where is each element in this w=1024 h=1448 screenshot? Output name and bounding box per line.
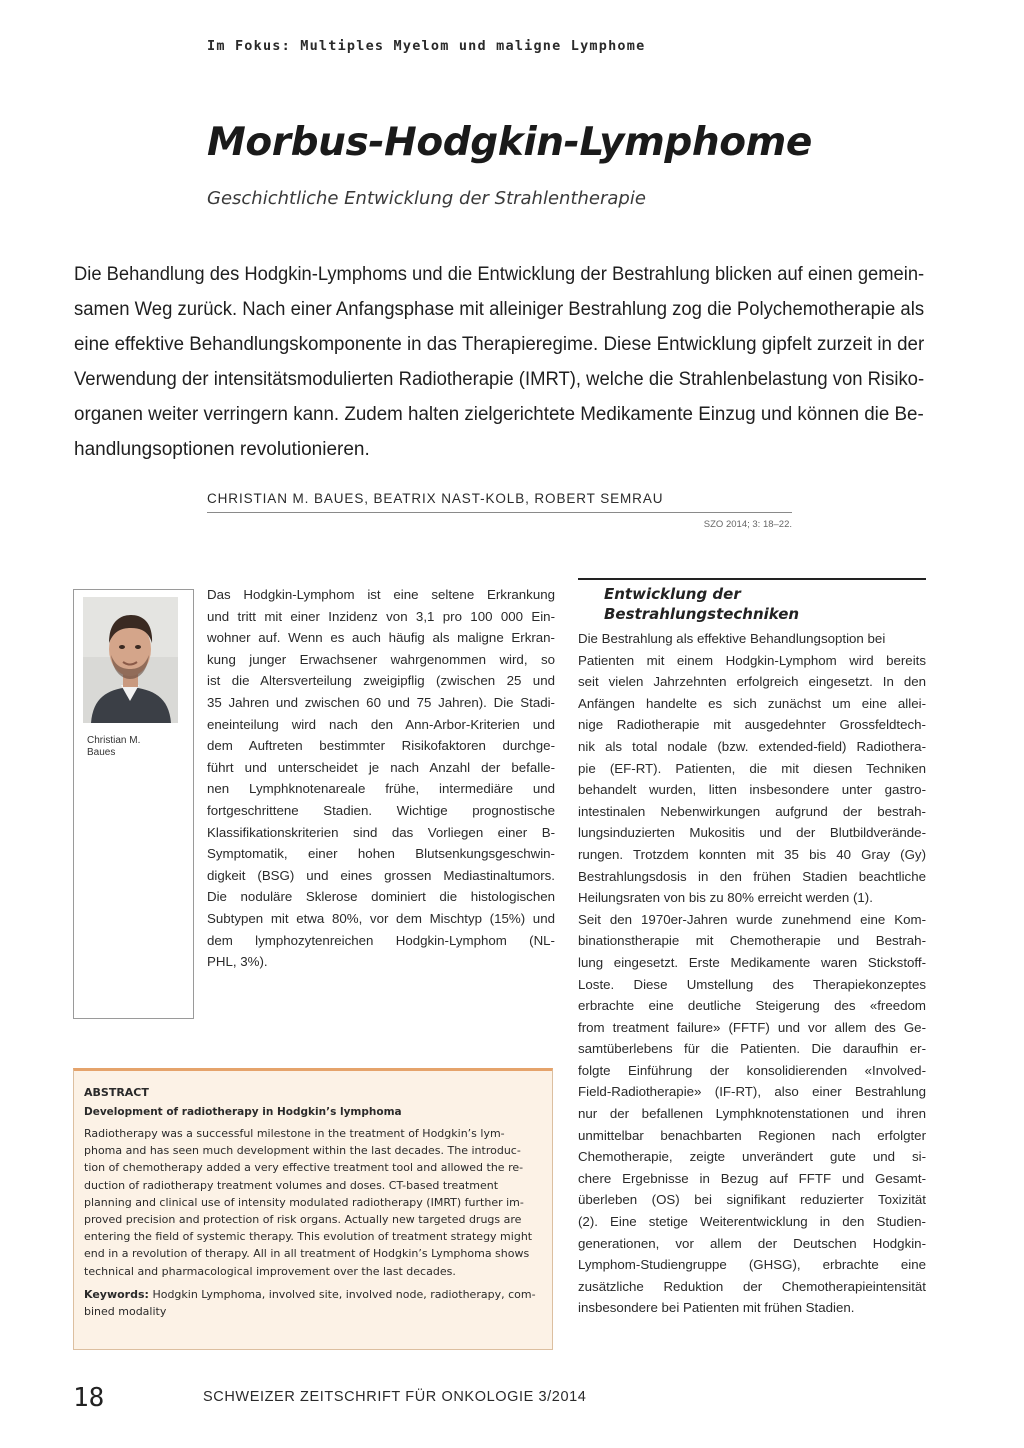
body-line: Patienten mit einem Hodgkin-Lymphom wird bereits	[578, 652, 926, 668]
author-portrait-image	[83, 597, 178, 723]
lead-line: samen Weg zurück. Nach einer Anfangsphase mit alleiniger Bestrahlung zog die Polychemotherapie als	[74, 299, 925, 320]
abstract-line: entering the field of systemic therapy. This evolution of treatment strategy might	[84, 1230, 533, 1244]
body-line: erbrachte eine deutliche Steigerung des «freedom	[578, 998, 926, 1014]
body-line: Field-Radiotherapie» (IF-RT), also einer Bestrahlung	[578, 1084, 926, 1100]
body-line: und tritt mit einer Inzidenz von 3,1 pro 100 000 Ein-	[207, 608, 555, 624]
author-line: CHRISTIAN M. BAUES, BEATRIX NAST-KOLB, ROBERT SEMRAU	[207, 491, 792, 513]
body-line: Die noduläre Sklerose dominiert die histologischen	[207, 889, 555, 905]
section-heading-line: Bestrahlungstechniken	[604, 605, 800, 623]
article-title: Morbus-Hodgkin-Lymphome	[207, 120, 812, 165]
body-line: 35 Jahren und zwischen 60 und 75 Jahren). Die Stadi-	[207, 694, 555, 710]
body-line: pie (EF-RT). Patienten, die mit diesen Techniken	[578, 760, 926, 776]
citation: SZO 2014; 3: 18–22.	[703, 519, 792, 530]
body-line: (2). Eine stetige Weiterentwicklung in den Studien-	[578, 1214, 926, 1230]
body-line: chere Ergebnisse in Bezug auf FFTF und Gesamt-	[578, 1170, 926, 1186]
body-line: rungen. Trotzdem konnten mit 35 bis 40 Gray (Gy)	[578, 846, 926, 862]
abstract-line: end in a revolution of therapy. All in all treatment of Hodgkin’s Lymphoma shows	[84, 1247, 530, 1261]
body-column-right	[578, 628, 926, 1319]
body-line: from treatment failure» (FFTF) und vor allem des Ge-	[578, 1019, 926, 1035]
photo-caption	[87, 735, 140, 759]
body-line: seit vielen Jahrzehnten erfolgreich eingesetzt. In den	[578, 674, 926, 690]
photo-caption-line: Baues	[87, 747, 116, 758]
abstract-box	[73, 1068, 553, 1350]
body-line: nen Lymphknotenareale frühe, intermediäre und	[207, 781, 555, 797]
body-line: lung eingesetzt. Erste Medikamente waren Stickstoff-	[578, 954, 926, 970]
abstract-line: Radiotherapy was a successful milestone in the treatment of Hodgkin’s lym-	[84, 1127, 505, 1140]
body-line: PHL, 3%).	[207, 954, 268, 970]
body-line: überleben (OS) bei signifikant reduzierter Toxizität	[578, 1192, 926, 1208]
body-line: intestinalen Nebenwirkungen aufgrund der bestrah-	[578, 803, 926, 819]
article-subtitle: Geschichtliche Entwicklung der Strahlentherapie	[207, 188, 646, 209]
body-line: generationen, vor allem der Deutschen Hodgkin-	[578, 1235, 926, 1251]
body-line: Klassifikationskriterien sind das Vorliegen einer B-	[207, 824, 555, 840]
journal-footer: SCHWEIZER ZEITSCHRIFT FÜR ONKOLOGIE 3/2014	[203, 1389, 587, 1405]
body-line: nur der befallenen Lymphknotenstationen und ihren	[578, 1106, 926, 1122]
body-line: behandelt wurden, litten insbesondere unter gastro-	[578, 782, 926, 798]
author-photo	[83, 597, 178, 723]
abstract-line: technical and pharmacological improvement over the last decades.	[84, 1264, 456, 1278]
abstract-label: ABSTRACT	[84, 1086, 149, 1099]
body-line: Chemotherapie, zeigte unverändert gute und si-	[578, 1149, 926, 1165]
keywords-line	[84, 1286, 542, 1303]
abstract-line: tion of chemotherapy added a very effective treatment tool and allowed the re-	[84, 1161, 524, 1175]
abstract-line: proved precision and protection of risk organs. Actually new targeted drugs are	[84, 1212, 522, 1226]
keywords-line: bined modality	[84, 1304, 167, 1318]
section-heading	[604, 584, 799, 624]
body-column-middle	[207, 584, 555, 973]
abstract-subtitle: Development of radiotherapy in Hodgkin’s lymphoma	[84, 1106, 402, 1118]
body-line: zusätzliche Reduktion der Chemotherapieintensität	[578, 1278, 926, 1294]
lead-line: organen weiter verringern kann. Zudem halten zielgerichtete Medikamente Einzug und können die Be-	[74, 404, 924, 425]
body-line: dem lymphozytenreichen Hodgkin-Lymphom (NL-	[207, 932, 555, 948]
body-line: Loste. Diese Umstellung des Therapiekonzeptes	[578, 976, 926, 992]
body-line: Die Bestrahlung als effektive Behandlungsoption bei	[578, 631, 886, 646]
body-line: Lymphom-Studiengruppe (GHSG), erbrachte eine	[578, 1257, 926, 1273]
body-line: Heilungsraten von bis zu 80% erreicht werden (1).	[578, 890, 873, 906]
lead-line: eine effektive Behandlungskomponente in das Therapieregime. Diese Entwicklung gipfelt zurzeit in der	[74, 334, 925, 355]
body-line: ist die Altersverteilung zweigipflig (zwischen 25 und	[207, 673, 555, 689]
abstract-line: phoma and has seen much development within the last decades. The introduc-	[84, 1144, 521, 1158]
abstract-line: planning and clinical use of intensity modulated radiotherapy (IMRT) further im-	[84, 1195, 524, 1209]
body-line: insbesondere bei Patienten mit frühen Stadien.	[578, 1300, 855, 1316]
body-line: lungsinduzierten Mukositis und der Blutbildverände-	[578, 825, 926, 841]
body-line: Symptomatik, einer hohen Blutsenkungsgeschwin-	[207, 846, 555, 862]
lead-line: Die Behandlung des Hodgkin-Lymphoms und die Entwicklung der Bestrahlung blicken auf einen gemein-	[74, 264, 925, 285]
body-line: nik als total nodale (bzw. extended-field) Radiothera-	[578, 738, 926, 754]
body-line: fortgeschrittene Stadien. Wichtige prognostische	[207, 802, 555, 818]
body-line: unmittelbar benachbarten Regionen nach erfolgter	[578, 1127, 926, 1143]
section-rule	[578, 578, 926, 580]
section-heading-line: Entwicklung der	[604, 585, 741, 603]
keywords-label: Keywords:	[84, 1287, 149, 1301]
body-line: Subtypen mit etwa 80%, vor dem Mischtyp (15%) und	[207, 910, 555, 926]
photo-caption-line: Christian M.	[87, 735, 141, 746]
page-number: 18	[73, 1383, 105, 1413]
body-line: kung junger Erwachsener wahrgenommen wird, so	[207, 651, 555, 667]
body-line: folgte Einführung der konsolidierenden «Involved-	[578, 1062, 926, 1078]
lead-line: handlungsoptionen revolutionieren.	[74, 439, 370, 460]
body-line: binationstherapie mit Chemotherapie und Bestrah-	[578, 933, 926, 949]
lead-paragraph	[74, 257, 924, 467]
body-line: führt und unterscheidet je nach Anzahl der befalle-	[207, 759, 555, 775]
abstract-keywords	[84, 1286, 542, 1320]
body-line: samtüberlebens für die Patienten. Die daraufhin er-	[578, 1041, 926, 1057]
body-line: dem Auftreten bestimmter Risikofaktoren durchge-	[207, 738, 555, 754]
body-line: eneinteilung wird nach den Ann-Arbor-Kriterien und	[207, 716, 555, 732]
body-line: Anfängen handelte es sich zunächst um eine allei-	[578, 695, 926, 711]
body-line: wohner auf. Wenn es auch häufig als maligne Erkran-	[207, 630, 555, 646]
body-line: digkeit (BSG) und eines grossen Mediastinaltumors.	[207, 867, 555, 883]
body-line: nige Radiotherapie mit ausgedehnter Grossfeldtech-	[578, 717, 926, 733]
body-line: Seit den 1970er-Jahren wurde zunehmend eine Kom-	[578, 911, 926, 927]
section-kicker: Im Fokus: Multiples Myelom und maligne Lymphome	[207, 38, 646, 54]
abstract-body	[84, 1125, 542, 1280]
keywords-text: Hodgkin Lymphoma, involved site, involved node, radiotherapy, com-	[152, 1287, 536, 1301]
abstract-line: duction of radiotherapy treatment volumes and doses. CT-based treatment	[84, 1178, 499, 1192]
lead-line: Verwendung der intensitätsmodulierten Radiotherapie (IMRT), welche die Strahlenbelastung von Risiko-	[74, 369, 925, 390]
body-line: Bestrahlungsdosis in den frühen Stadien beachtliche	[578, 868, 926, 884]
body-line: Das Hodgkin-Lymphom ist eine seltene Erkrankung	[207, 587, 555, 602]
